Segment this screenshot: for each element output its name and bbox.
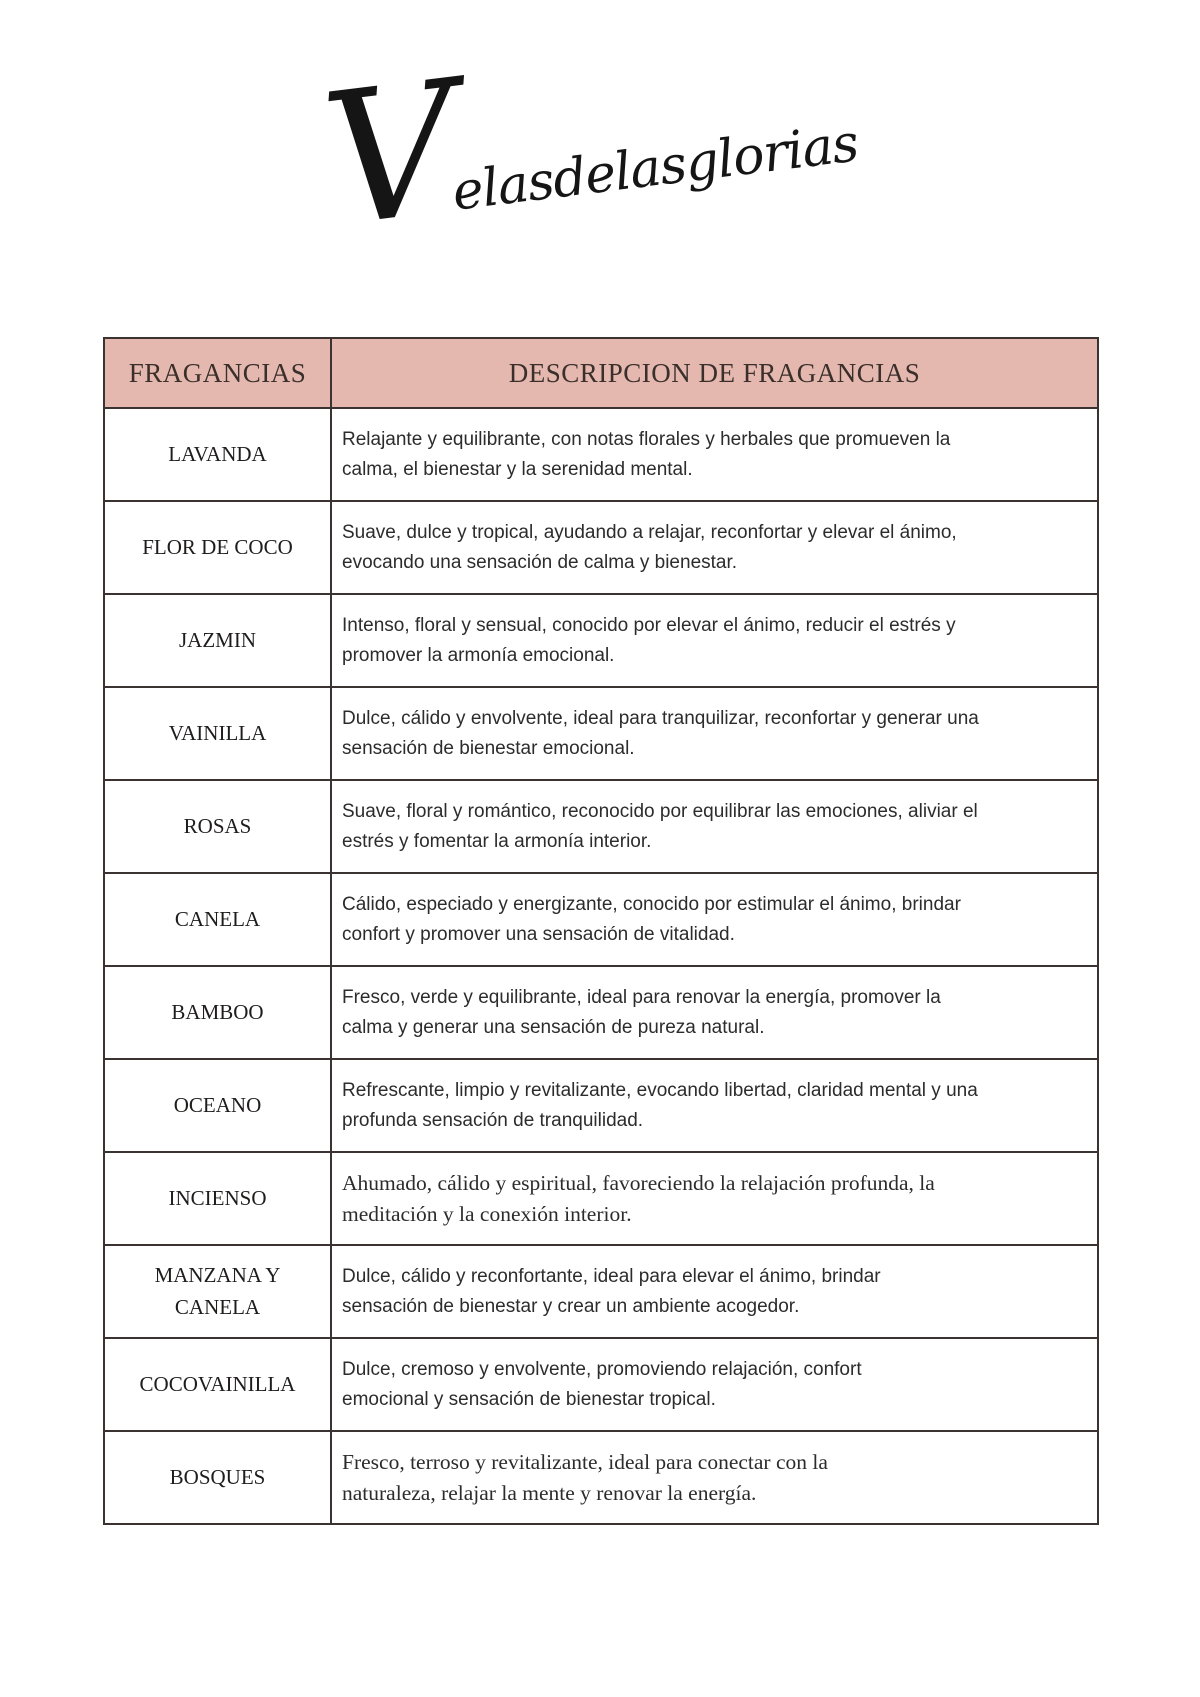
description-line: estrés y fomentar la armonía interior. (342, 830, 652, 852)
fragrance-name: CANELA (104, 873, 331, 966)
fragrance-description (331, 1245, 1098, 1338)
fragrance-name: LAVANDA (104, 408, 331, 501)
column-header-fragancias: FRAGANCIAS (104, 338, 331, 408)
description-line: meditación y la conexión interior. (342, 1201, 632, 1226)
fragrance-description (331, 780, 1098, 873)
fragrance-description (331, 501, 1098, 594)
description-line: naturaleza, relajar la mente y renovar la energía. (342, 1480, 757, 1505)
fragrance-description (331, 594, 1098, 687)
fragrance-table (103, 337, 1099, 1525)
description-line: Ahumado, cálido y espiritual, favoreciendo la relajación profunda, la (342, 1170, 935, 1195)
table-row (104, 408, 1098, 501)
table-row (104, 1338, 1098, 1431)
description-line: Fresco, verde y equilibrante, ideal para renovar la energía, promover la (342, 986, 941, 1008)
column-header-descripcion: DESCRIPCION DE FRAGANCIAS (331, 338, 1098, 408)
description-line: profunda sensación de tranquilidad. (342, 1109, 644, 1131)
description-line: confort y promover una sensación de vitalidad. (342, 923, 735, 945)
fragrance-name: OCEANO (104, 1059, 331, 1152)
table-row (104, 1245, 1098, 1338)
fragrance-description (331, 687, 1098, 780)
description-line: Dulce, cálido y reconfortante, ideal para elevar el ánimo, brindar (342, 1265, 881, 1287)
description-line: sensación de bienestar emocional. (342, 737, 635, 759)
table-row (104, 873, 1098, 966)
brand-logo-text: Velasdelasglorias (313, 42, 862, 268)
table-row (104, 1059, 1098, 1152)
description-line: Dulce, cremoso y envolvente, promoviendo relajación, confort (342, 1358, 862, 1380)
description-line: calma, el bienestar y la serenidad mental. (342, 458, 693, 480)
description-line: promover la armonía emocional. (342, 644, 615, 666)
fragrance-name: JAZMIN (104, 594, 331, 687)
description-line: evocando una sensación de calma y bienestar. (342, 551, 738, 573)
fragrance-description (331, 408, 1098, 501)
description-line: Refrescante, limpio y revitalizante, evocando libertad, claridad mental y una (342, 1079, 978, 1101)
brand-logo (313, 18, 913, 326)
description-line: Suave, dulce y tropical, ayudando a relajar, reconfortar y elevar el ánimo, (342, 521, 957, 543)
fragrance-description (331, 873, 1098, 966)
fragrance-name: INCIENSO (104, 1152, 331, 1245)
fragrance-name: COCOVAINILLA (104, 1338, 331, 1431)
fragrance-name: BOSQUES (104, 1431, 331, 1524)
table-row (104, 687, 1098, 780)
fragrance-description (331, 1059, 1098, 1152)
fragrance-name: BAMBOO (104, 966, 331, 1059)
table-row (104, 780, 1098, 873)
fragrance-description (331, 1338, 1098, 1431)
description-line: Intenso, floral y sensual, conocido por elevar el ánimo, reducir el estrés y (342, 614, 956, 636)
table-row (104, 501, 1098, 594)
description-line: sensación de bienestar y crear un ambiente acogedor. (342, 1295, 800, 1317)
table-row (104, 594, 1098, 687)
fragrance-name: ROSAS (104, 780, 331, 873)
fragrance-name: FLOR DE COCO (104, 501, 331, 594)
table-row (104, 966, 1098, 1059)
table-header-row (104, 338, 1098, 408)
fragrance-description (331, 1431, 1098, 1524)
description-line: Relajante y equilibrante, con notas florales y herbales que promueven la (342, 428, 951, 450)
fragrance-description (331, 1152, 1098, 1245)
description-line: Dulce, cálido y envolvente, ideal para tranquilizar, reconfortar y generar una (342, 707, 979, 729)
fragrance-name: VAINILLA (104, 687, 331, 780)
description-line: Fresco, terroso y revitalizante, ideal para conectar con la (342, 1449, 828, 1474)
description-line: Suave, floral y romántico, reconocido por equilibrar las emociones, aliviar el (342, 800, 978, 822)
description-line: Cálido, especiado y energizante, conocido por estimular el ánimo, brindar (342, 893, 961, 915)
description-line: calma y generar una sensación de pureza natural. (342, 1016, 765, 1038)
table-row (104, 1431, 1098, 1524)
table-body (104, 408, 1098, 1524)
fragrance-description (331, 966, 1098, 1059)
table-row (104, 1152, 1098, 1245)
description-line: emocional y sensación de bienestar tropical. (342, 1388, 716, 1410)
fragrance-name: MANZANA Y CANELA (104, 1245, 331, 1338)
